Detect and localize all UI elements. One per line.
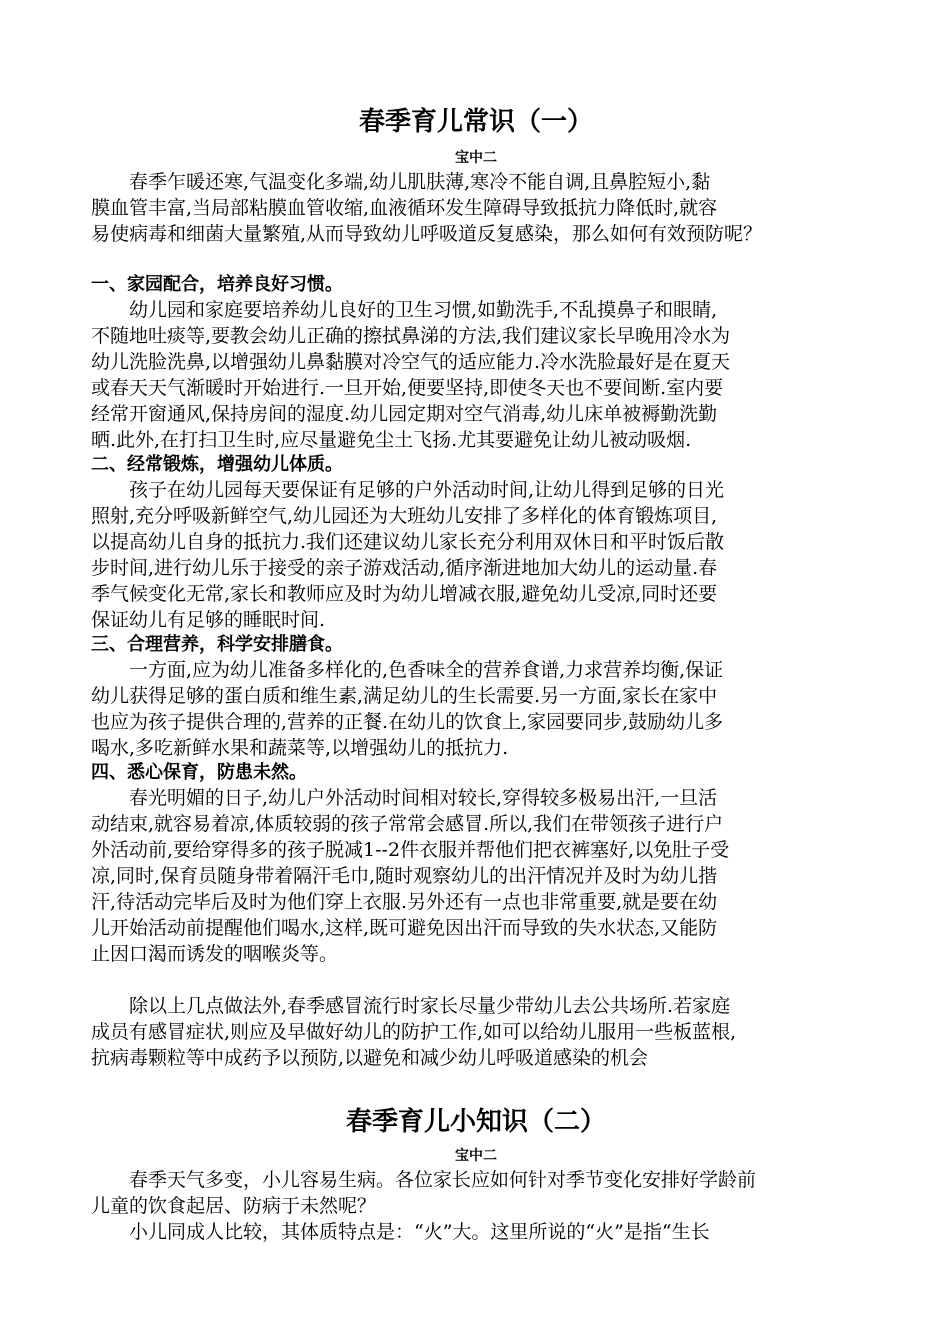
- article-1-conclusion: [91, 993, 861, 1071]
- para-line: 小儿同成人比较，其体质特点是：“火”大。这里所说的“火”是指“生长: [129, 1221, 710, 1243]
- section-line: 经常开窗通风,保持房间的湿度.幼儿园定期对空气消毒,幼儿床单被褥勤洗勤: [91, 403, 718, 425]
- article-1-title: 春季育儿常识（一）: [358, 107, 593, 137]
- section-line: 不随地吐痰等,要教会幼儿正确的擦拭鼻涕的方法,我们建议家长早晚用冷水为: [91, 325, 731, 347]
- section-line: 喝水,多吃新鲜水果和蔬菜等,以增强幼儿的抵抗力.: [91, 737, 509, 759]
- section-heading: 二、经常锻炼，增强幼儿体质。: [91, 454, 343, 475]
- section-line: 幼儿获得足够的蛋白质和维生素,满足幼儿的生长需要.另一方面,家长在家中: [91, 685, 718, 707]
- section-4: [91, 761, 861, 967]
- section-heading: 四、悉心保育，防患未然。: [91, 762, 307, 783]
- article-1-author: 宝中二: [455, 150, 497, 166]
- section-heading: 一、家园配合，培养良好习惯。: [91, 274, 343, 295]
- article-2-title: 春季育儿小知识（二）: [345, 1107, 606, 1137]
- section-heading: 三、合理营养，科学安排膳食。: [91, 634, 343, 655]
- conclusion-line: 抗病毒颗粒等中成药予以预防,以避免和减少幼儿呼吸道感染的机会: [91, 1047, 649, 1069]
- section-1: [91, 273, 861, 453]
- section-line: 动结束,就容易着凉,体质较弱的孩子常常会感冒.所以,我们在带领孩子进行户: [91, 813, 724, 835]
- article-1-intro: [91, 169, 861, 247]
- section-line: 季气候变化无常,家长和教师应及时为幼儿增减衣服,避免幼儿受凉,同时还要: [91, 583, 718, 605]
- article-2-para-2: [91, 1219, 861, 1245]
- conclusion-line: 除以上几点做法外,春季感冒流行时家长尽量少带幼儿去公共场所.若家庭: [129, 995, 731, 1017]
- section-line: 汗,待活动完毕后及时为他们穿上衣服.另外还有一点也非常重要,就是要在幼: [91, 891, 718, 913]
- conclusion-line: 成员有感冒症状,则应及早做好幼儿的防护工作,如可以给幼儿服用一些板蓝根,: [91, 1021, 737, 1043]
- intro-line: 易使病毒和细菌大量繁殖,从而导致幼儿呼吸道反复感染，那么如何有效预防呢？: [91, 223, 763, 245]
- para-line: 儿童的饮食起居、防病于未然呢？: [91, 1195, 377, 1217]
- article-2-para-1: [91, 1167, 861, 1219]
- article-2: [91, 1105, 861, 1245]
- section-line: 或春天天气渐暖时开始进行.一旦开始,便要坚持,即使冬天也不要间断.室内要: [91, 377, 724, 399]
- spacer: [91, 247, 861, 273]
- intro-line: 春季乍暖还寒,气温变化多端,幼儿肌肤薄,寒冷不能自调,且鼻腔短小,黏: [129, 171, 711, 193]
- section-3: [91, 633, 861, 761]
- para-line: 春季天气多变，小儿容易生病。各位家长应如何针对季节变化安排好学龄前: [129, 1169, 757, 1191]
- section-line: 照射,充分呼吸新鲜空气,幼儿园还为大班幼儿安排了多样化的体育锻炼项目,: [91, 505, 718, 527]
- section-line: 晒.此外,在打扫卫生时,应尽量避免尘土飞扬.尤其要避免让幼儿被动吸烟.: [91, 429, 692, 451]
- section-line: 保证幼儿有足够的睡眠时间.: [91, 609, 326, 631]
- section-line: 一方面,应为幼儿准备多样化的,色香味全的营养食谱,力求营养均衡,保证: [129, 659, 724, 681]
- section-line: 春光明媚的日子,幼儿户外活动时间相对较长,穿得较多极易出汗,一旦活: [129, 787, 718, 809]
- section-line: 儿开始活动前提醒他们喝水,这样,既可避免因出汗而导致的失水状态,又能防: [91, 917, 718, 939]
- intro-line: 膜血管丰富,当局部粘膜血管收缩,血液循环发生障碍导致抵抗力降低时,就容: [91, 197, 718, 219]
- section-line: 也应为孩子提供合理的,营养的正餐.在幼儿的饮食上,家园要同步,鼓励幼儿多: [91, 711, 724, 733]
- section-line: 幼儿洗脸洗鼻,以增强幼儿鼻黏膜对冷空气的适应能力.冷水洗脸最好是在夏天: [91, 351, 731, 373]
- section-2: [91, 453, 861, 633]
- article-2-author: 宝中二: [455, 1148, 497, 1164]
- section-line: 凉,同时,保育员随身带着隔汗毛巾,随时观察幼儿的出汗情况并及时为幼儿揩: [91, 865, 718, 887]
- section-line: 以提高幼儿自身的抵抗力.我们还建议幼儿家长充分利用双休日和平时饭后散: [91, 531, 725, 553]
- section-line: 幼儿园和家庭要培养幼儿良好的卫生习惯,如勤洗手,不乱摸鼻子和眼睛,: [129, 299, 718, 321]
- section-line: 止因口渴而诱发的咽喉炎等。: [91, 943, 339, 965]
- section-line: 步时间,进行幼儿乐于接受的亲子游戏活动,循序渐进地加大幼儿的运动量.春: [91, 557, 718, 579]
- article-1: [91, 105, 861, 1071]
- section-line: 外活动前,要给穿得多的孩子脱减1--2件衣服并帮他们把衣裤塞好,以免肚子受: [91, 839, 730, 861]
- section-line: 孩子在幼儿园每天要保证有足够的户外活动时间,让幼儿得到足够的日光: [129, 479, 725, 501]
- spacer: [91, 967, 861, 993]
